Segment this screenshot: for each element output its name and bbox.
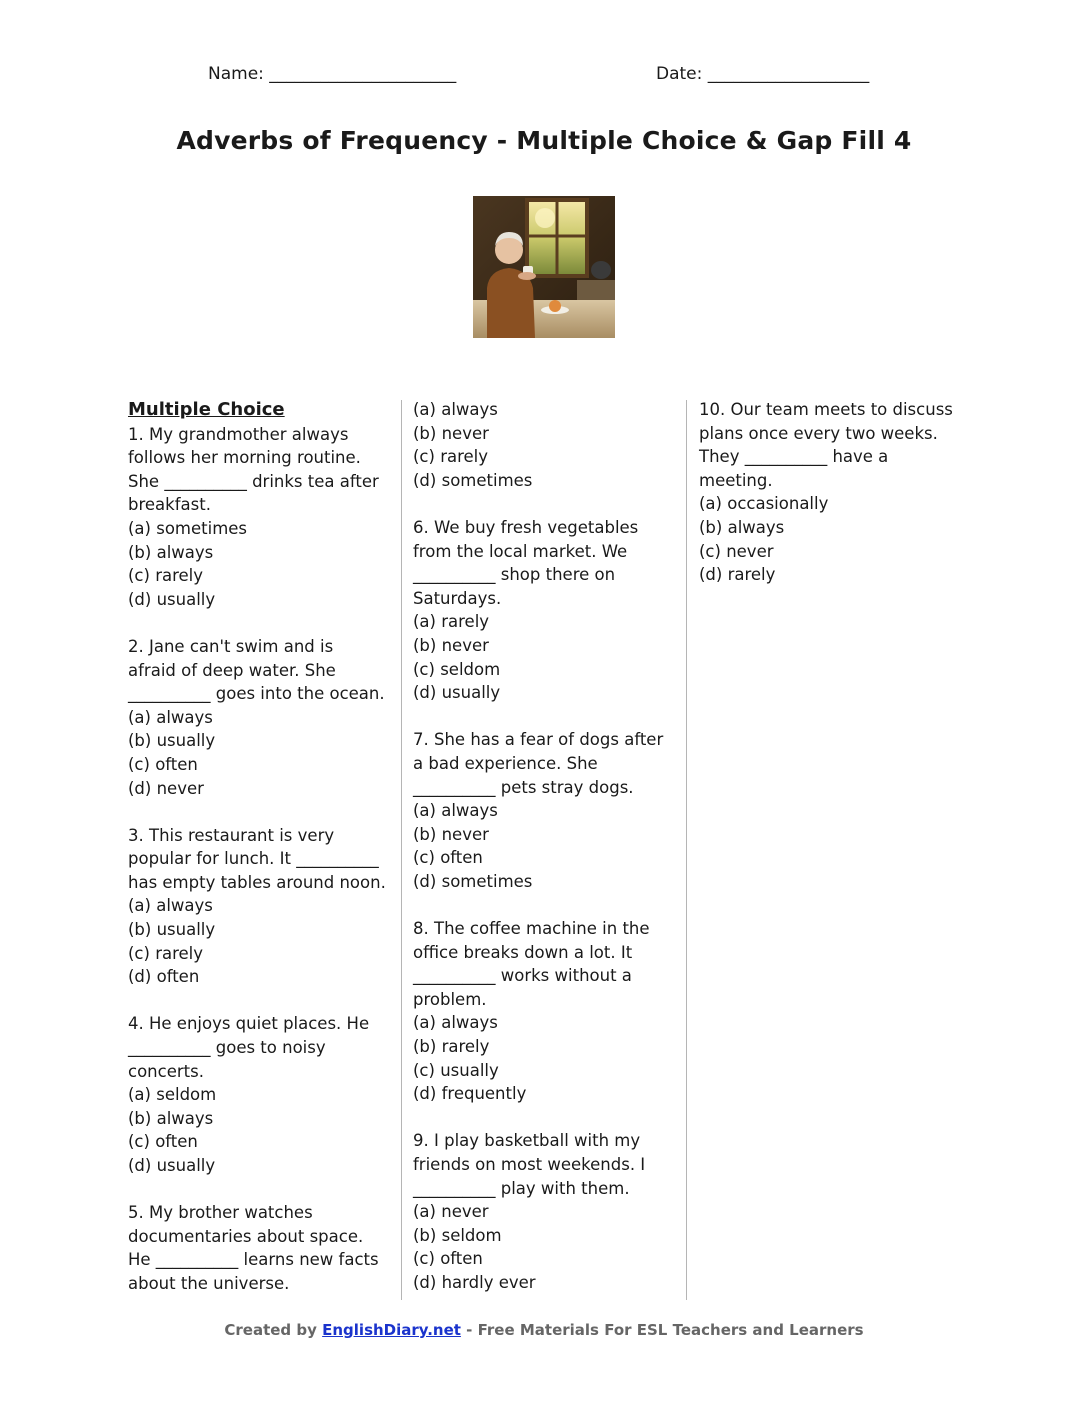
- question-9: [413, 1129, 678, 1294]
- date-field-line: Date: ___________________: [656, 64, 870, 84]
- answer-option: (d) usually: [128, 1156, 216, 1175]
- answer-option: (d) often: [128, 967, 200, 987]
- answer-option: (a) always: [413, 400, 498, 419]
- answer-option: (a) rarely: [413, 612, 490, 632]
- question-text: 6. We buy fresh vegetables from the local market. We __________ shop there on Saturdays.: [413, 517, 639, 608]
- question-5: [413, 398, 678, 492]
- column-divider: [686, 400, 687, 1300]
- answer-option: (d) rarely: [699, 565, 776, 585]
- question-text: 4. He enjoys quiet places. He __________ goes to noisy concerts.: [128, 1014, 370, 1081]
- worksheet-title: Adverbs of Frequency - Multiple Choice & Gap Fill 4: [176, 126, 912, 155]
- answer-option: (c) usually: [413, 1060, 499, 1080]
- question-text: 9. I play basketball with my friends on most weekends. I __________ play with them.: [413, 1131, 646, 1198]
- answer-option: (c) often: [128, 754, 198, 774]
- answer-option: (c) rarely: [128, 943, 204, 963]
- footer-prefix: Created by: [224, 1321, 323, 1339]
- answer-option: (c) never: [699, 541, 774, 561]
- answer-option: (b) always: [699, 517, 785, 537]
- answer-option: (c) rarely: [128, 566, 204, 586]
- question-3: [128, 824, 386, 989]
- question-text: 10. Our team meets to discuss plans once every two weeks. They __________ have a meeting.: [699, 400, 953, 490]
- answer-option: (a) occasionally: [699, 494, 829, 514]
- answer-option: (d) hardly ever: [413, 1272, 536, 1292]
- answer-option: (b) seldom: [413, 1225, 502, 1245]
- answer-option: (c) rarely: [413, 447, 489, 467]
- answer-option: (b) always: [128, 542, 214, 562]
- answer-option: (d) never: [128, 778, 204, 798]
- answer-option: (b) usually: [128, 731, 216, 751]
- answer-option: (a) always: [413, 801, 498, 821]
- answer-option: (b) never: [413, 635, 489, 655]
- grandmother-drinking-tea-illustration: [473, 196, 615, 338]
- column-3: [699, 398, 959, 610]
- answer-option: (b) never: [413, 423, 489, 443]
- column-2: [413, 398, 678, 1318]
- answer-option: (b) never: [413, 824, 489, 844]
- question-7: [413, 728, 678, 893]
- answer-option: (b) always: [128, 1108, 214, 1128]
- answer-option: (d) usually: [128, 589, 216, 609]
- footer-suffix: - Free Materials For ESL Teachers and Learners: [460, 1321, 864, 1339]
- answer-option: (b) usually: [128, 920, 216, 940]
- question-text: 7. She has a fear of dogs after a bad experience. She __________ pets stray dogs.: [413, 730, 664, 797]
- answer-option: (d) frequently: [413, 1084, 527, 1104]
- question-text: 5. My brother watches documentaries about space. He __________ learns new facts about the universe.: [128, 1203, 379, 1293]
- footer-link[interactable]: EnglishDiary.net: [322, 1321, 461, 1339]
- answer-option: (a) never: [413, 1202, 489, 1222]
- question-5: [128, 1201, 386, 1295]
- question-1: [128, 423, 386, 612]
- answer-option: (c) seldom: [413, 659, 501, 679]
- answer-option: (a) always: [128, 707, 213, 727]
- column-divider: [401, 400, 402, 1300]
- name-field-line: Name: ______________________: [208, 64, 457, 84]
- answer-option: (a) always: [128, 896, 213, 916]
- answer-option: (c) often: [413, 848, 483, 868]
- answer-option: (b) rarely: [413, 1037, 490, 1057]
- answer-option: (d) sometimes: [413, 871, 533, 891]
- question-text: 2. Jane can't swim and is afraid of deep water. She __________ goes into the ocean.: [128, 636, 385, 704]
- question-2: [128, 635, 386, 800]
- answer-option: (a) sometimes: [128, 518, 248, 538]
- footer: [0, 1321, 1088, 1339]
- answer-option: (d) usually: [413, 683, 501, 703]
- column-1: [128, 398, 386, 1319]
- section-heading: Multiple Choice: [128, 399, 285, 420]
- question-4: [128, 1012, 386, 1177]
- question-8: [413, 917, 678, 1106]
- answer-option: (a) always: [413, 1013, 498, 1033]
- question-text: 3. This restaurant is very popular for lunch. It __________ has empty tables around noon.: [128, 825, 386, 892]
- answer-option: (a) seldom: [128, 1085, 217, 1105]
- answer-option: (c) often: [413, 1249, 483, 1269]
- question-text: 1. My grandmother always follows her morning routine. She __________ drinks tea after breakfast.: [128, 424, 379, 515]
- question-10: [699, 398, 959, 587]
- answer-option: (d) sometimes: [413, 470, 533, 490]
- answer-option: (c) often: [128, 1132, 198, 1152]
- question-6: [413, 516, 678, 705]
- question-text: 8. The coffee machine in the office breaks down a lot. It __________ works without a problem.: [413, 919, 650, 1009]
